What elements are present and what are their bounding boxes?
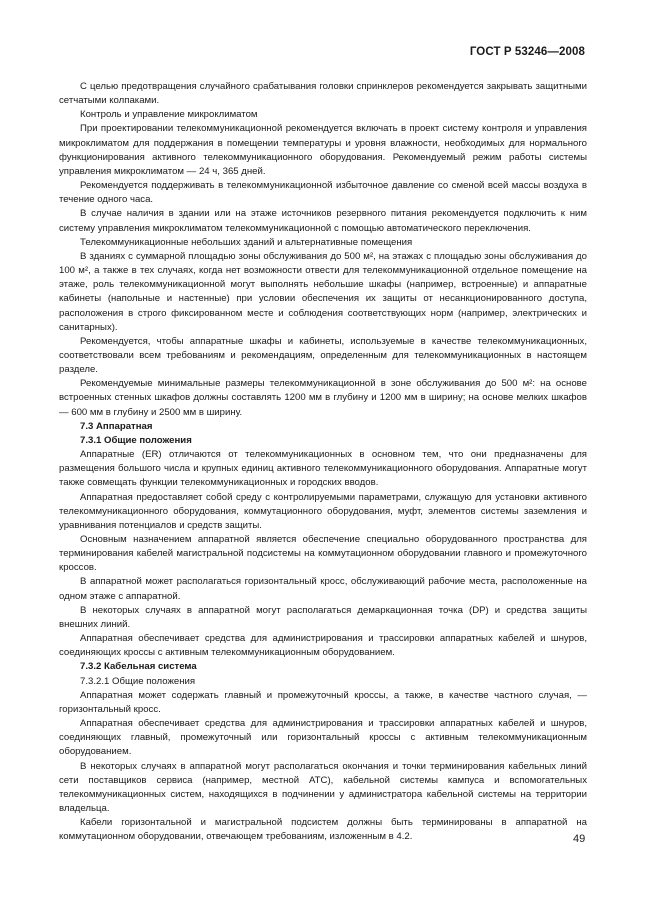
paragraph: В аппаратной может располагаться горизонтальный кросс, обслуживающий рабочие места, расположенные на одном этаже с аппаратной. (59, 576, 587, 602)
paragraph: Рекомендуемые минимальные размеры телекоммуникационной в зоне обслуживания до 500 м²: на основе встроенных стенных шкафов должны составлять 1200 мм в глубину и 1200 мм в ширину; на основе мелких шкафов — 600 мм в глубину и 2500 мм в ширину. (59, 378, 587, 418)
section-heading-7-3-1: 7.3.1 Общие положения (80, 434, 192, 446)
paragraph: Аппаратная обеспечивает средства для администрирования и трассировки аппаратных кабелей и шнуров, соединяющих главный, промежуточный или горизонтальный кроссы с активным телекоммуникационным оборудованием. (59, 718, 587, 758)
paragraph: В зданиях с суммарной площадью зоны обслуживания до 500 м², на этажах с площадью зоны обслуживания до 100 м², а также в тех случаях, когда нет возможности отвести для телекоммуникационной отдельное помещение на этаже, роль телекоммуникационной могут выполнять небольшие шкафы (например, встроенные) и аппаратные кабинеты (напольные и настенные) при условии обеспечения их защиты от несанкционированного доступа, расположения в строго фиксированном месте и соблюдения соответствующих норм (например, электрических и санитарных). (59, 250, 587, 333)
paragraph: Аппаратная может содержать главный и промежуточный кроссы, а также, в качестве частного случая, — горизонтальный кросс. (59, 689, 587, 715)
page-body (59, 80, 587, 844)
subheading: Контроль и управление микроклиматом (80, 109, 258, 121)
paragraph: В случае наличия в здании или на этаже источников резервного питания рекомендуется подключить к ним систему управления микроклиматом телекоммуникационной с помощью автоматического переключения. (59, 208, 587, 234)
section-heading-7-3: 7.3 Аппаратная (80, 420, 153, 432)
paragraph: При проектировании телекоммуникационной рекомендуется включать в проект систему контроля и управления микроклиматом для поддержания в помещении температуры и уровня влажности, необходимых для нормального функционирования активного телекоммуникационного оборудования. Рекомендуемый режим работы системы управления микроклиматом — 24 ч, 365 дней. (59, 123, 587, 177)
paragraph: В некоторых случаях в аппаратной могут располагаться демаркационная точка (DP) и средства защиты внешних линий. (59, 604, 587, 630)
subsection-heading-7-3-2-1: 7.3.2.1 Общие положения (80, 675, 196, 687)
paragraph: Аппаратная обеспечивает средства для администрирования и трассировки аппаратных кабелей и шнуров, соединяющих кроссы с активным телекоммуникационным оборудованием. (59, 633, 587, 659)
paragraph: Рекомендуется, чтобы аппаратные шкафы и кабинеты, используемые в качестве телекоммуникационных, соответствовали всем требованиям и рекомендациям, определенным для телекоммуникационных в настоящем разделе. (59, 335, 587, 376)
page-number: 49 (573, 833, 586, 845)
paragraph: С целью предотвращения случайного срабатывания головки спринклеров рекомендуется закрывать защитными сетчатыми колпаками. (59, 81, 587, 107)
paragraph: Основным назначением аппаратной является обеспечение специально оборудованного пространства для терминирования кабелей магистральной подсистемы на коммутационном оборудовании главного и промежуточного кроссов. (59, 534, 587, 574)
paragraph: Аппаратные (ER) отличаются от телекоммуникационных в основном тем, что они предназначены для размещения большого числа и крупных единиц активного телекоммуникационного оборудования. Аппаратные могут также совмещать функции телекоммуникационных и городских вводов. (59, 449, 587, 489)
paragraph: Кабели горизонтальной и магистральной подсистем должны быть терминированы в аппаратной на коммутационном оборудовании, отвечающем требованиям, изложенным в 4.2. (59, 817, 587, 843)
paragraph: Рекомендуется поддерживать в телекоммуникационной избыточное давление со сменой всей массы воздуха в течение одного часа. (59, 180, 587, 206)
paragraph: Аппаратная предоставляет собой среду с контролируемыми параметрами, служащую для установки активного телекоммуникационного оборудования, коммутационного оборудования, муфт, элементов системы заземления и уравнивания потенциалов и средств защиты. (59, 491, 587, 531)
document-code-header: ГОСТ Р 53246—2008 (469, 46, 585, 58)
paragraph: В некоторых случаях в аппаратной могут располагаться окончания и точки терминирования кабельных линий сети поставщиков сервиса (например, местной АТС), кабельной системы кампуса и вспомогательных телекоммуникационных систем, находящихся в подчинении у администратора кабельной системы на территории владельца. (59, 760, 587, 814)
subheading: Телекоммуникационные небольших зданий и альтернативные помещения (80, 236, 413, 248)
section-heading-7-3-2: 7.3.2 Кабельная система (80, 661, 197, 673)
